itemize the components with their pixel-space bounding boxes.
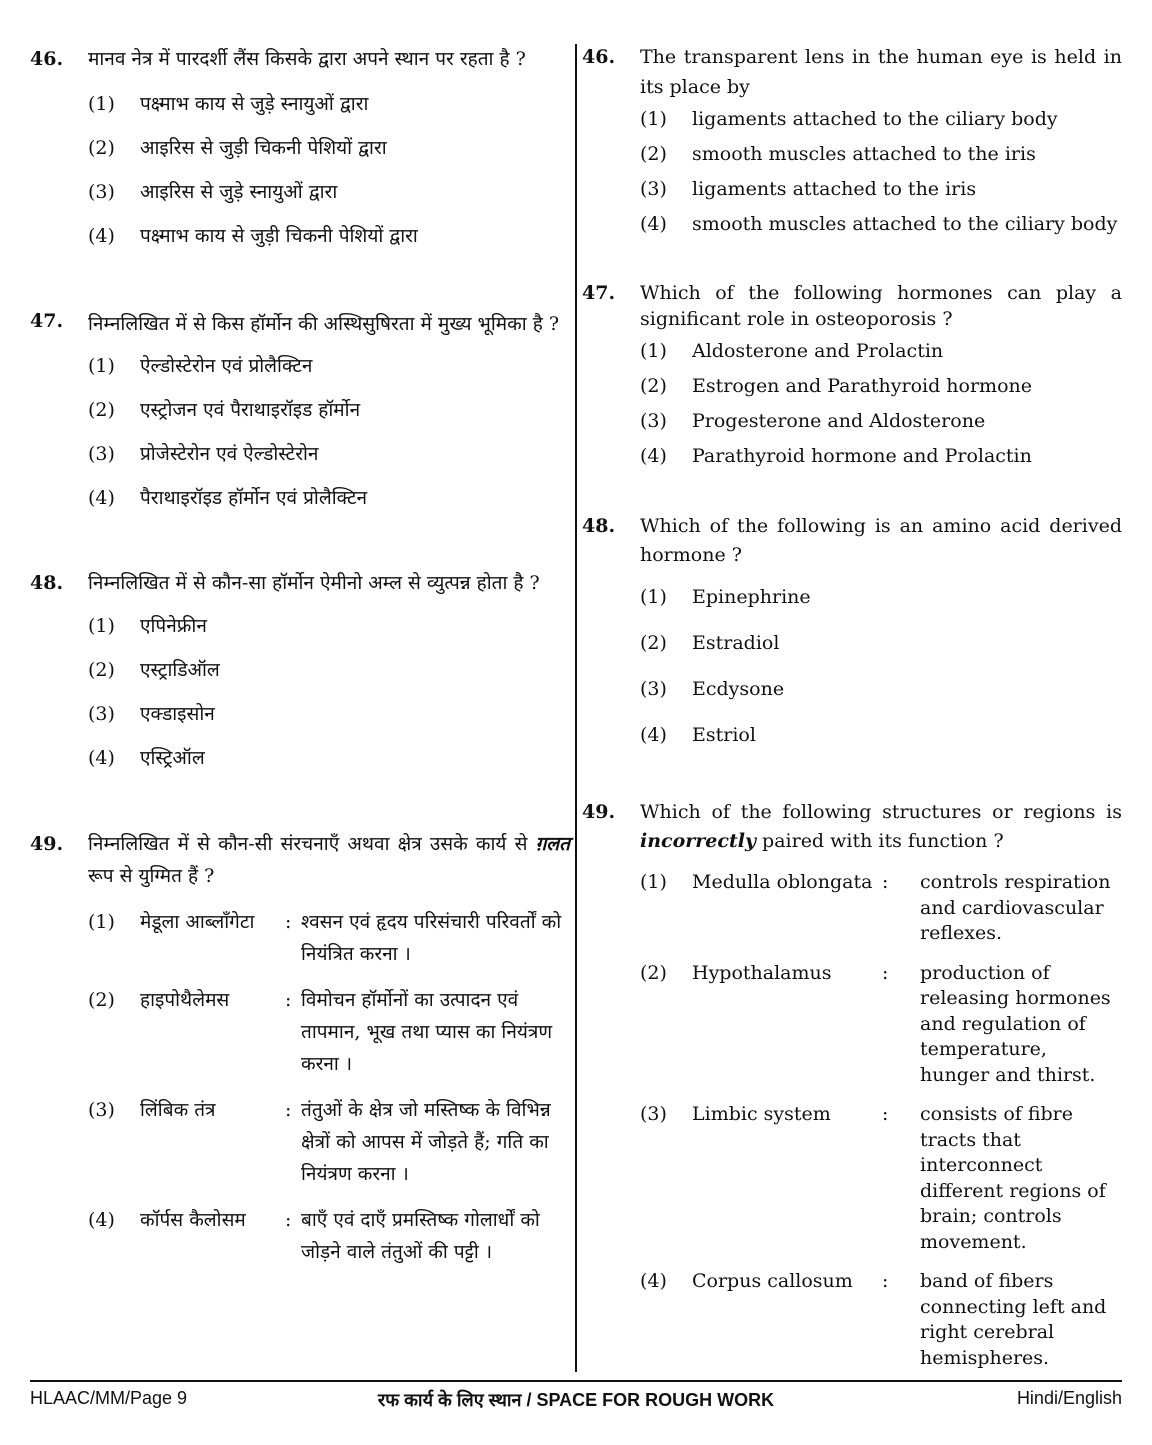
option-3 [88,170,570,214]
option-3 [88,432,570,476]
option-number: (3) [88,703,115,725]
option-text: Estriol [692,724,756,746]
option-description: तंतुओं के क्षेत्र जो मस्तिष्क के विभिन्न क्षेत्रों को आपस में जोड़ते हैं; गति का नियंत्रण करना । [301,1099,551,1185]
option-text: प्रोजेस्टेरोन एवं ऐल्डोस्टेरोन [140,443,319,465]
option-number: (1) [640,586,667,608]
question-text: Which of the following is an amino acid derived hormone ? [640,515,1122,566]
option-number: (3) [640,178,667,200]
option-term: Limbic system [692,1103,831,1125]
option-3 [88,692,570,736]
option-description: controls respiration and cardiovascular reflexes. [920,871,1111,944]
option-number: (1) [88,911,115,933]
separator: : [285,1209,292,1231]
option-description: श्वसन एवं हृदय परिसंचारी परिवर्तों को नियंत्रित करना । [301,911,562,965]
emphasis-word: incorrectly [640,830,756,852]
option-3 [88,1094,570,1190]
option-1 [640,574,1122,620]
option-number: (2) [640,375,667,397]
option-number: (4) [88,225,115,247]
hindi-column [30,42,570,1268]
option-number: (1) [640,871,667,893]
option-number: (4) [640,1270,667,1292]
separator: : [882,1270,889,1292]
option-text: पक्ष्माभ काय से जुड़ी चिकनी पेशियों द्वारा [140,225,418,247]
separator: : [285,911,292,933]
option-number: (3) [640,1103,667,1125]
option-4 [88,476,570,520]
question-text-part: रूप से युग्मित हैं ? [88,865,215,887]
question-text: निम्नलिखित में से कौन-सा हॉर्मोन ऐमीनो अम्ल से व्युत्पन्न होता है ? [88,572,540,594]
question-text [88,828,570,892]
option-text: एस्ट्रिऑल [140,747,205,769]
option-3 [640,666,1122,712]
option-description: band of fibers connecting left and right cerebral hemispheres. [920,1270,1107,1369]
option-text: पैराथाइरॉइड हॉर्मोन एवं प्रोलैक्टिन [140,487,368,509]
option-description: consists of fibre tracts that interconnect different regions of brain; controls movement. [920,1103,1106,1253]
option-number: (3) [88,443,115,465]
option-4 [88,736,570,780]
question-number: 49. [582,801,616,823]
option-text: Epinephrine [692,586,811,608]
option-2 [88,984,570,1080]
option-text: smooth muscles attached to the iris [692,143,1036,165]
question-text: निम्नलिखित में से किस हॉर्मोन की अस्थिसुषिरता में मुख्य भूमिका है ? [88,313,560,335]
option-text: ligaments attached to the iris [692,178,977,200]
question-48-hindi [30,566,570,780]
option-number: (4) [88,1209,115,1231]
option-1 [88,604,570,648]
option-number: (4) [640,724,667,746]
option-number: (4) [640,213,667,235]
option-2 [640,137,1122,172]
option-number: (4) [88,487,115,509]
option-number: (3) [88,181,115,203]
option-number: (1) [88,615,115,637]
question-number: 47. [30,310,64,332]
option-number: (2) [640,632,667,654]
option-text: ऐल्डोस्टेरोन एवं प्रोलैक्टिन [140,355,313,377]
option-2 [640,620,1122,666]
option-term: Hypothalamus [692,961,832,984]
separator: : [285,1099,292,1121]
rough-work-label: रफ कार्य के लिए स्थान / SPACE FOR ROUGH WORK [377,1390,775,1410]
option-term: Medulla oblongata [692,871,873,893]
question-text-part: paired with its function ? [756,830,1004,852]
option-text: एक्डाइसोन [140,703,215,725]
question-46-english [582,42,1122,242]
option-2 [88,388,570,432]
question-46-hindi [30,42,570,258]
column-divider [575,44,577,1372]
option-number: (3) [640,678,667,700]
option-text: एस्ट्राडिऑल [140,659,220,681]
option-text: आइरिस से जुड़ी चिकनी पेशियों द्वारा [140,137,387,159]
option-1 [640,334,1122,369]
option-text: Progesterone and Aldosterone [692,410,986,432]
option-4 [88,1204,570,1268]
option-4 [640,712,1122,758]
option-text: Ecdysone [692,678,785,700]
separator: : [882,1103,889,1125]
option-text: smooth muscles attached to the ciliary body [692,213,1118,235]
emphasis-word: ग़लत [535,833,570,855]
english-column [582,42,1122,1371]
question-text: मानव नेत्र में पारदर्शी लैंस किसके द्वारा अपने स्थान पर रहता है ? [88,48,526,70]
footer-divider [30,1380,1122,1382]
option-2 [88,126,570,170]
option-text: एपिनेफ्रीन [140,615,207,637]
option-number: (2) [640,961,667,984]
option-number: (1) [640,108,667,130]
separator: : [285,989,292,1011]
option-1 [640,870,1122,947]
option-term: मेडूला आब्लॉंगेटा [140,911,255,933]
option-1 [640,102,1122,137]
option-term: Corpus callosum [692,1270,853,1292]
question-text-part: Which of the following structures or regions is [640,801,1122,823]
question-text: The transparent lens in the human eye is held in its place by [640,46,1122,98]
question-number: 48. [582,515,616,537]
option-term: कॉर्पस कैलोसम [140,1209,246,1231]
question-49-english [582,798,1122,1371]
option-number: (4) [640,445,667,467]
option-number: (4) [88,747,115,769]
option-4 [640,207,1122,242]
page-code: HLAAC/MM/Page 9 [30,1388,188,1408]
option-text: आइरिस से जुड़े स्नायुओं द्वारा [140,181,338,203]
option-number: (2) [88,989,115,1011]
separator: : [882,871,889,893]
question-number: 46. [30,48,64,70]
question-47-hindi [30,304,570,520]
option-number: (2) [88,399,115,421]
option-2 [640,961,1122,1089]
question-47-english [582,280,1122,474]
language-label: Hindi/English [1016,1388,1122,1408]
question-text: Which of the following hormones can play a significant role in osteoporosis ? [640,282,1122,330]
option-2 [640,369,1122,404]
option-text: एस्ट्रोजन एवं पैराथाइरॉइड हॉर्मोन [140,399,361,421]
question-number: 47. [582,282,616,304]
option-4 [640,439,1122,474]
option-number: (1) [640,340,667,362]
option-number: (1) [88,355,115,377]
option-4 [88,214,570,258]
option-4 [640,1269,1122,1371]
question-number: 48. [30,572,64,594]
option-description: बाएँ एवं दाएँ प्रमस्तिष्क गोलार्धों को जोड़ने वाले तंतुओं की पट्टी । [301,1209,540,1263]
question-text-part: निम्नलिखित में से कौन-सी संरचनाएँ अथवा क्षेत्र उसके कार्य से [88,833,536,855]
question-number: 49. [30,833,64,855]
question-number: 46. [582,46,616,68]
option-text: Estradiol [692,632,780,654]
option-number: (1) [88,93,115,115]
question-48-english [582,512,1122,758]
option-3 [640,172,1122,207]
option-3 [640,1102,1122,1255]
question-49-hindi [30,828,570,1268]
option-1 [88,906,570,970]
option-number: (2) [88,659,115,681]
page-footer [30,1388,1122,1418]
option-text: Aldosterone and Prolactin [692,340,944,362]
option-number: (3) [88,1099,115,1121]
option-text: Parathyroid hormone and Prolactin [692,445,1032,467]
option-text: पक्ष्माभ काय से जुड़े स्नायुओं द्वारा [140,93,369,115]
option-text: ligaments attached to the ciliary body [692,108,1058,130]
option-2 [88,648,570,692]
option-text: Estrogen and Parathyroid hormone [692,375,1032,397]
option-description: विमोचन हॉर्मोनों का उत्पादन एवं तापमान, भूख तथा प्यास का नियंत्रण करना । [301,989,553,1075]
option-description: production of releasing hormones and regulation of temperature, hunger and thirst. [920,961,1111,1086]
option-3 [640,404,1122,439]
option-1 [88,82,570,126]
option-1 [88,344,570,388]
option-term: लिंबिक तंत्र [140,1099,216,1121]
option-term: हाइपोथैलेमस [140,989,230,1011]
option-number: (2) [88,137,115,159]
option-number: (3) [640,410,667,432]
option-number: (2) [640,143,667,165]
question-text [640,798,1122,856]
separator: : [882,961,889,984]
